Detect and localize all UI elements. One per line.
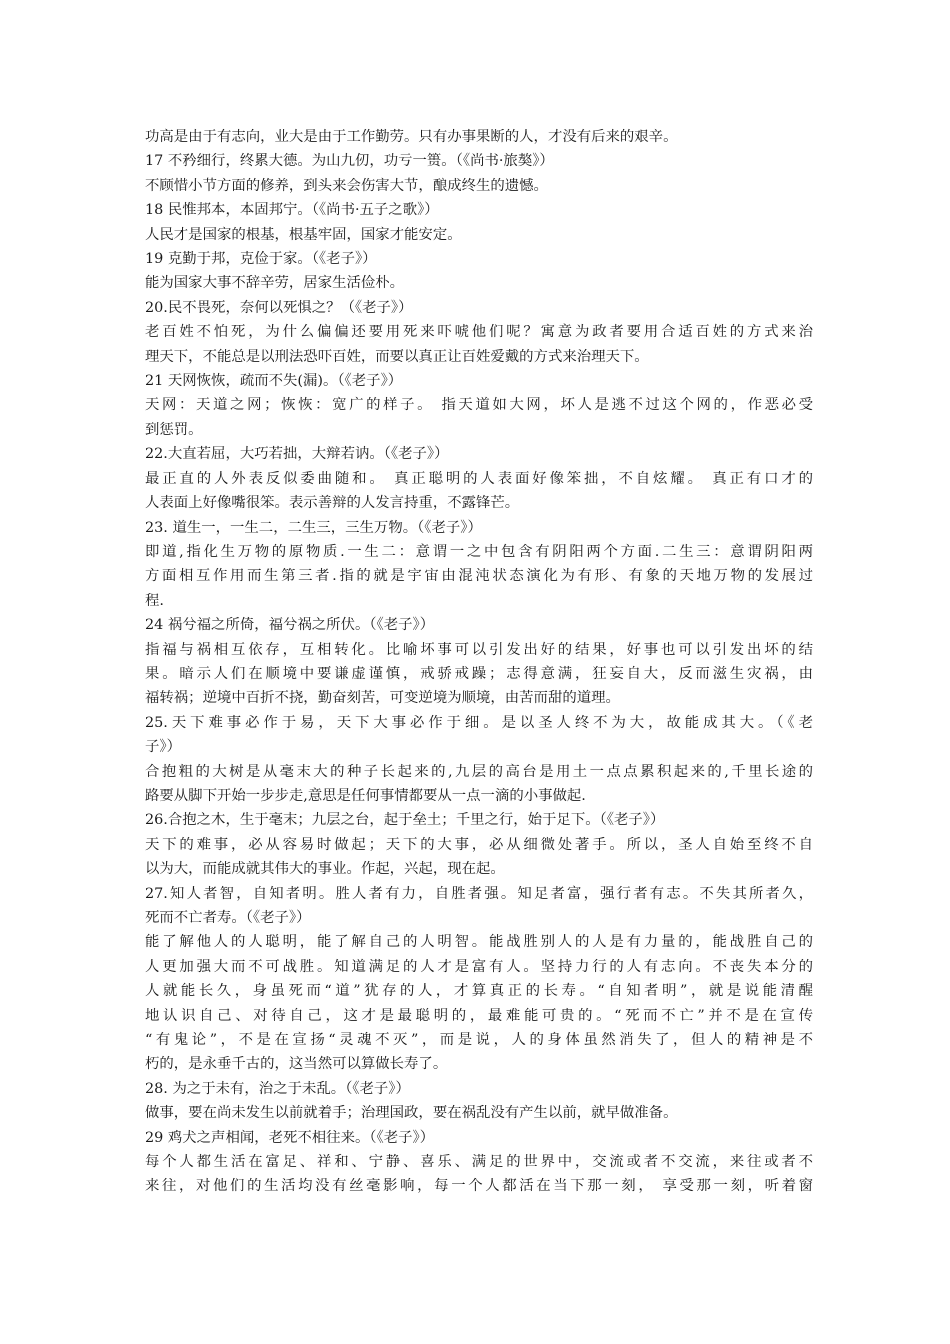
text-line: 福转祸；逆境中百折不挠，勤奋刻苦，可变逆境为顺境，由苦而甜的道理。 [145, 690, 620, 707]
heading-line: 24 祸兮福之所倚，福兮祸之所伏。（《老子》） [145, 617, 435, 634]
text-line: 朽的，是永垂千古的，这当然可以算做长寿了。 [145, 1056, 448, 1073]
text-line: “有鬼论”，不是在宣扬“灵魂不灭”，而是说，人的身体虽然消失了，但人的精神是不 [145, 1032, 813, 1049]
heading-line: 死而不亡者寿。（《老子》） [145, 910, 311, 926]
text-line: 以为大，而能成就其伟大的事业。作起，兴起，现在起。 [145, 861, 505, 878]
heading-line: 18 民惟邦本，本固邦宁。（《尚书·五子之歌》） [145, 202, 439, 219]
heading-line: 26.合抱之木，生于毫末；九层之台，起于垒土；千里之行，始于足下。（《老子》） [145, 812, 665, 829]
heading-line: 17 不矜细行，终累大德。为山九仞，功亏一篑。（《尚书·旅獒》） [145, 153, 554, 170]
document-body [145, 125, 813, 1199]
text-line: 最正直的人外表反似委曲随和。 真正聪明的人表面好像笨拙，不自炫耀。 真正有口才的 [145, 470, 813, 487]
text-line: 地认识自己、对待自己，这才是最聪明的，最难能可贵的。“死而不亡”并不是在宣传 [145, 1007, 813, 1024]
text-line: 人民才是国家的根基，根基牢固，国家才能安定。 [145, 226, 462, 243]
text-line: 路要从脚下开始一步步走,意思是任何事情都要从一点一滴的小事做起. [145, 787, 586, 804]
text-line: 每个人都生活在富足、祥和、宁静、喜乐、满足的世界中，交流或者不交流，来往或者不 [145, 1154, 813, 1171]
text-line: 不顾惜小节方面的修养，到头来会伤害大节，酿成终生的遗憾。 [145, 177, 548, 194]
heading-line: 23. 道生一，一生二，二生三，三生万物。（《老子》） [145, 519, 482, 536]
text-line: 指福与祸相互依存，互相转化。比喻坏事可以引发出好的结果，好事也可以引发出坏的结 [145, 641, 813, 658]
text-line: 人就能长久，身虽死而“道”犹存的人，才算真正的长寿。“自知者明”，就是说能清醒 [145, 983, 813, 1000]
text-line: 果。暗示人们在顺境中要谦虚谨慎，戒骄戒躁；志得意满，狂妄自大，反而滋生灾祸，由 [145, 665, 813, 682]
text-line: 程. [145, 592, 164, 609]
text-line: 人表面上好像嘴很笨。表示善辩的人发言持重，不露锋芒。 [145, 495, 520, 512]
text-line: 老百姓不怕死，为什么偏偏还要用死来吓唬他们呢？寓意为政者要用合适百姓的方式来治 [145, 324, 813, 341]
text-line: 天网：天道之网；恢恢：宽广的样子。 指天道如大网，坏人是逃不过这个网的，作恶必受 [145, 397, 813, 414]
heading-line: 27.知人者智，自知者明。胜人者有力，自胜者强。知足者富，强行者有志。不失其所者久， [145, 885, 813, 902]
text-line: 能为国家大事不辞辛劳，居家生活俭朴。 [145, 275, 405, 292]
heading-line: 子》） [145, 739, 181, 756]
heading-line: 25.天下难事必作于易，天下大事必作于细。是以圣人终不为大，故能成其大。（《老 [145, 714, 813, 731]
text-line: 合抱粗的大树是从毫末大的种子长起来的,九层的高台是用土一点点累积起来的,千里长途的 [145, 763, 813, 780]
text-line: 来往，对他们的生活均没有丝毫影响，每一个人都活在当下那一刻， 享受那一刻，听着窗 [145, 1178, 813, 1195]
heading-line: 28. 为之于未有，治之于未乱。（《老子》） [145, 1080, 410, 1097]
text-line: 天下的难事，必从容易时做起；天下的大事，必从细微处著手。所以，圣人自始至终不自 [145, 836, 813, 853]
heading-line: 22.大直若屈，大巧若拙，大辩若讷。（《老子》） [145, 446, 449, 463]
text-line: 方面相互作用而生第三者.指的就是宇宙由混沌状态演化为有形、有象的天地万物的发展过 [145, 568, 813, 585]
text-line: 功高是由于有志向，业大是由于工作勤劳。只有办事果断的人，才没有后来的艰辛。 [145, 129, 678, 145]
text-line: 即道,指化生万物的原物质.一生二：意谓一之中包含有阴阳两个方面.二生三：意谓阴阳两 [145, 543, 813, 560]
heading-line: 20.民不畏死，奈何以死惧之？（《老子》） [145, 299, 413, 316]
text-line: 理天下，不能总是以刑法恐吓百姓，而要以真正让百姓爱戴的方式来治理天下。 [145, 348, 649, 365]
text-line: 做事，要在尚未发生以前就着手；治理国政，要在祸乱没有产生以前，就早做准备。 [145, 1105, 678, 1122]
heading-line: 21 天网恢恢，疏而不失(漏)。（《老子》） [145, 373, 403, 390]
text-line: 到惩罚。 [145, 421, 203, 438]
heading-line: 29 鸡犬之声相闻，老死不相往来。（《老子》） [145, 1129, 435, 1146]
text-line: 能了解他人的人聪明，能了解自己的人明智。能战胜别人的人是有力量的，能战胜自己的 [145, 934, 813, 951]
text-line: 人更加强大而不可战胜。知道满足的人才是富有人。坚持力行的人有志向。不丧失本分的 [145, 958, 813, 975]
heading-line: 19 克勤于邦，克俭于家。（《老子》） [145, 251, 377, 268]
